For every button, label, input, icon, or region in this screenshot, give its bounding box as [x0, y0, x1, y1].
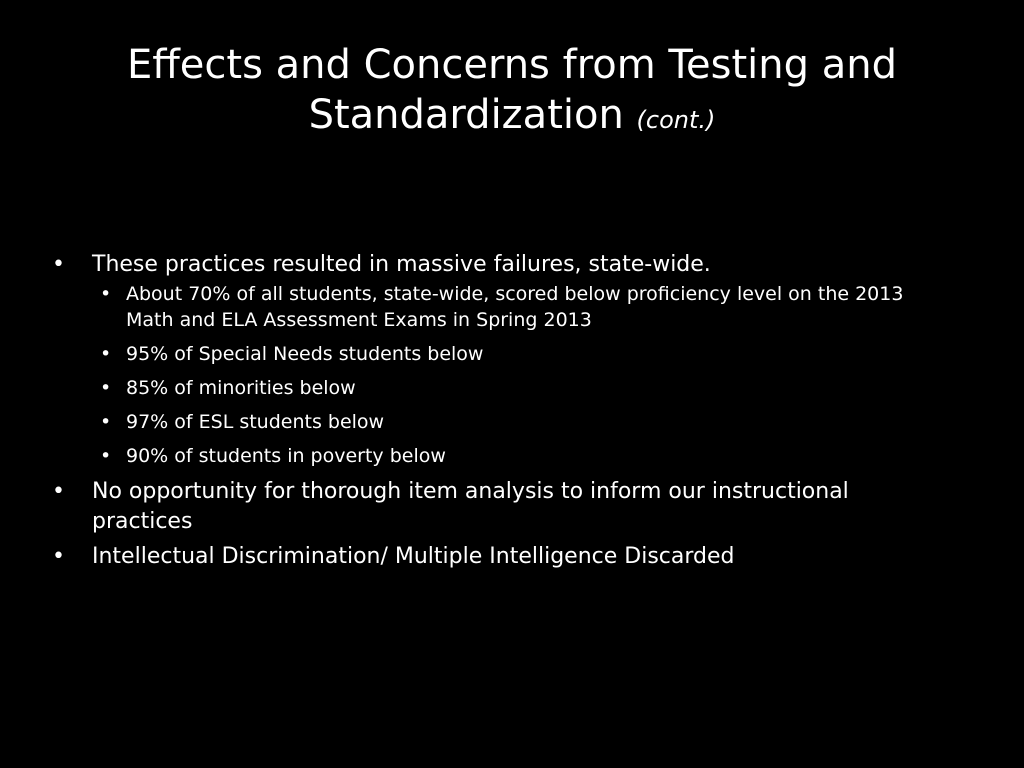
bullet-text: No opportunity for thorough item analysis to inform our instructional practices — [92, 479, 849, 534]
bullet-item — [52, 477, 952, 537]
slide-title-text: Effects and Concerns from Testing and Standardization — [126, 42, 898, 138]
bullet-text: Intellectual Discrimination/ Multiple Intelligence Discarded — [92, 544, 735, 569]
sub-bullet-text: 97% of ESL students below — [126, 411, 385, 433]
sub-bullet-item — [92, 281, 952, 333]
sub-bullet-text: 95% of Special Needs students below — [126, 343, 484, 365]
bullet-icon: • — [52, 544, 65, 569]
bullet-icon: • — [100, 283, 112, 305]
bullet-icon: • — [100, 377, 112, 399]
bullet-list — [52, 250, 952, 577]
bullet-icon: • — [100, 343, 112, 365]
sub-bullet-text: About 70% of all students, state-wide, scored below proficiency level on the 2013 Math and ELA Assessment Exams in Spring 2013 — [126, 283, 904, 331]
bullet-icon: • — [52, 479, 65, 504]
sub-bullet-item — [92, 341, 952, 367]
sub-bullet-item — [92, 409, 952, 435]
slide-title — [70, 40, 954, 145]
bullet-item — [52, 250, 952, 469]
bullet-text: These practices resulted in massive failures, state-wide. — [92, 252, 711, 277]
bullet-icon: • — [100, 411, 112, 433]
sub-bullet-text: 90% of students in poverty below — [126, 445, 446, 467]
bullet-item — [52, 542, 952, 572]
sub-bullet-list — [92, 281, 952, 469]
sub-bullet-text: 85% of minorities below — [126, 377, 356, 399]
bullet-icon: • — [100, 445, 112, 467]
slide-title-suffix: (cont.) — [636, 106, 716, 134]
sub-bullet-item — [92, 375, 952, 401]
sub-bullet-item — [92, 443, 952, 469]
bullet-icon: • — [52, 252, 65, 277]
